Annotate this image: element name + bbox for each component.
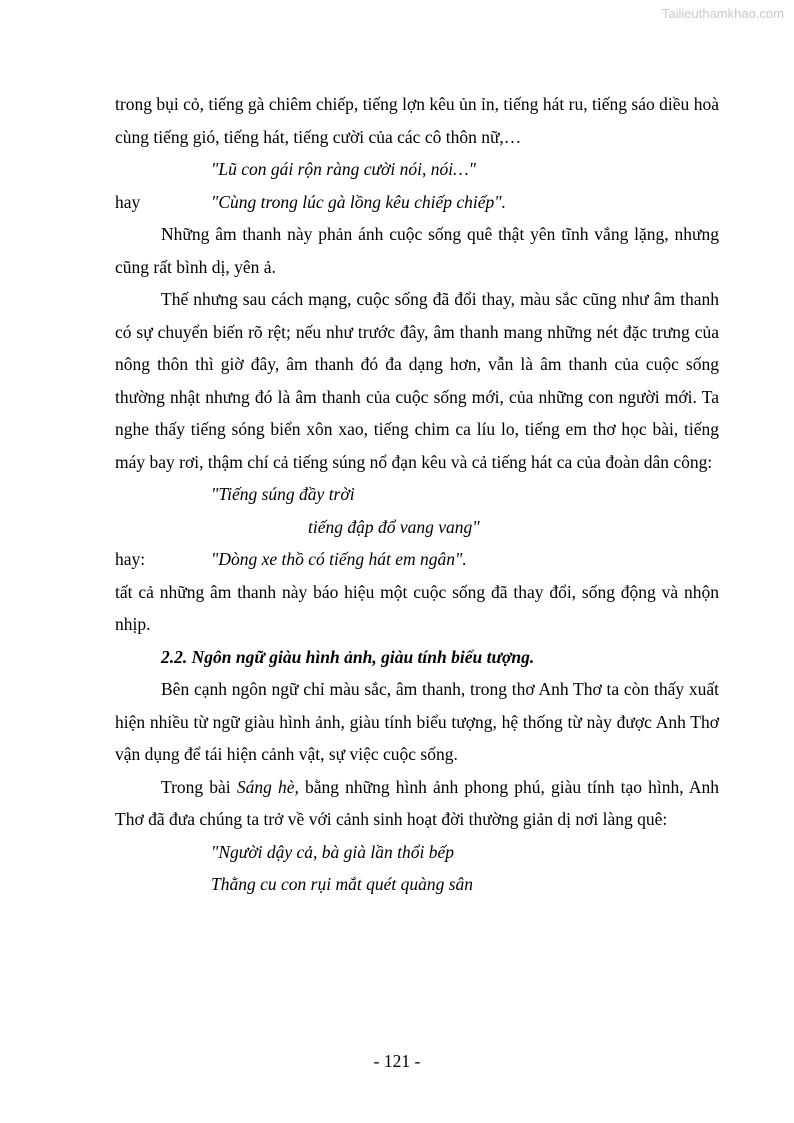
quote-line-3b [115, 511, 719, 544]
paragraph-1: trong bụi cỏ, tiếng gà chiêm chiếp, tiếng lợn kêu ủn ỉn, tiếng hát ru, tiếng sáo diều hoà cùng tiếng gió, tiếng hát, tiếng cười của các cô thôn nữ,… [115, 94, 719, 147]
paragraph-2: Những âm thanh này phản ánh cuộc sống quê thật yên tĩnh vắng lặng, nhưng cũng rất bình dị, yên ả. [115, 224, 719, 277]
label-hay-1: hay [115, 191, 141, 212]
section-heading: 2.2. Ngôn ngữ giàu hình ảnh, giàu tính biểu tượng. [161, 646, 535, 667]
quote-3b: tiếng đập đổ vang vang" [308, 516, 480, 537]
quote-4: "Dòng xe thồ có tiếng hát em ngân". [211, 549, 467, 569]
paragraph-4: tất cả những âm thanh này báo hiệu một cuộc sống đã thay đổi, sống động và nhộn nhịp. [115, 581, 719, 634]
quote-5b: Thằng cu con rụi mắt quét quàng sân [211, 874, 474, 894]
paragraph-6-start: Trong bài [161, 776, 237, 797]
quote-1: "Lũ con gái rộn ràng cười nói, nói…" [211, 159, 476, 179]
watermark: Tailieuthamkhao.com [661, 6, 784, 21]
label-hay-2: hay: [115, 549, 146, 569]
poem-title: Sáng hè, [236, 776, 299, 797]
page-number: - 121 - [373, 1051, 421, 1071]
quote-line-3a [115, 478, 719, 511]
quote-line-2 [115, 186, 719, 219]
paragraph-6 [115, 771, 719, 836]
paragraph-3: Thế nhưng sau cách mạng, cuộc sống đã đổi thay, màu sắc cũng như âm thanh có sự chuyển biến rõ rệt; nếu như trước đây, âm thanh mang những nét đặc trưng của nông thôn thì giờ đây, âm thanh đó đa dạng hơn, vẫn là âm thanh của cuộc sống thường nhật nhưng đó là âm thanh của cuộc sống mới, của những con người mới. Ta nghe thấy tiếng sóng biển xôn xao, tiếng chim ca líu lo, tiếng em thơ học bài, tiếng máy bay rơi, thậm chí cả tiếng súng nổ đạn kêu và cả tiếng hát ca của đoàn dân công: [115, 289, 719, 472]
page-content [115, 88, 719, 901]
quote-2: "Cùng trong lúc gà lồng kêu chiếp chiếp". [211, 191, 506, 212]
paragraph-5: Bên cạnh ngôn ngữ chỉ màu sắc, âm thanh, trong thơ Anh Thơ ta còn thấy xuất hiện nhiều từ ngữ giàu hình ảnh, giàu tính biểu tượng, hệ thống từ này được Anh Thơ vận dụng để tái hiện cảnh vật, sự việc cuộc sống. [115, 679, 719, 764]
quote-5a: "Người dậy cả, bà già lần thổi bếp [211, 841, 455, 862]
quote-line-4 [115, 543, 719, 576]
quote-line-1 [115, 153, 719, 186]
quote-line-5a [115, 836, 719, 869]
quote-3a: "Tiếng súng đầy trời [211, 484, 355, 504]
quote-line-5b [115, 868, 719, 901]
paragraph-6-rest: bằng những hình ảnh phong phú, giàu tính tạo hình, Anh Thơ đã đưa chúng ta trở về với cảnh sinh hoạt đời thường giản dị nơi làng quê: [115, 776, 719, 829]
